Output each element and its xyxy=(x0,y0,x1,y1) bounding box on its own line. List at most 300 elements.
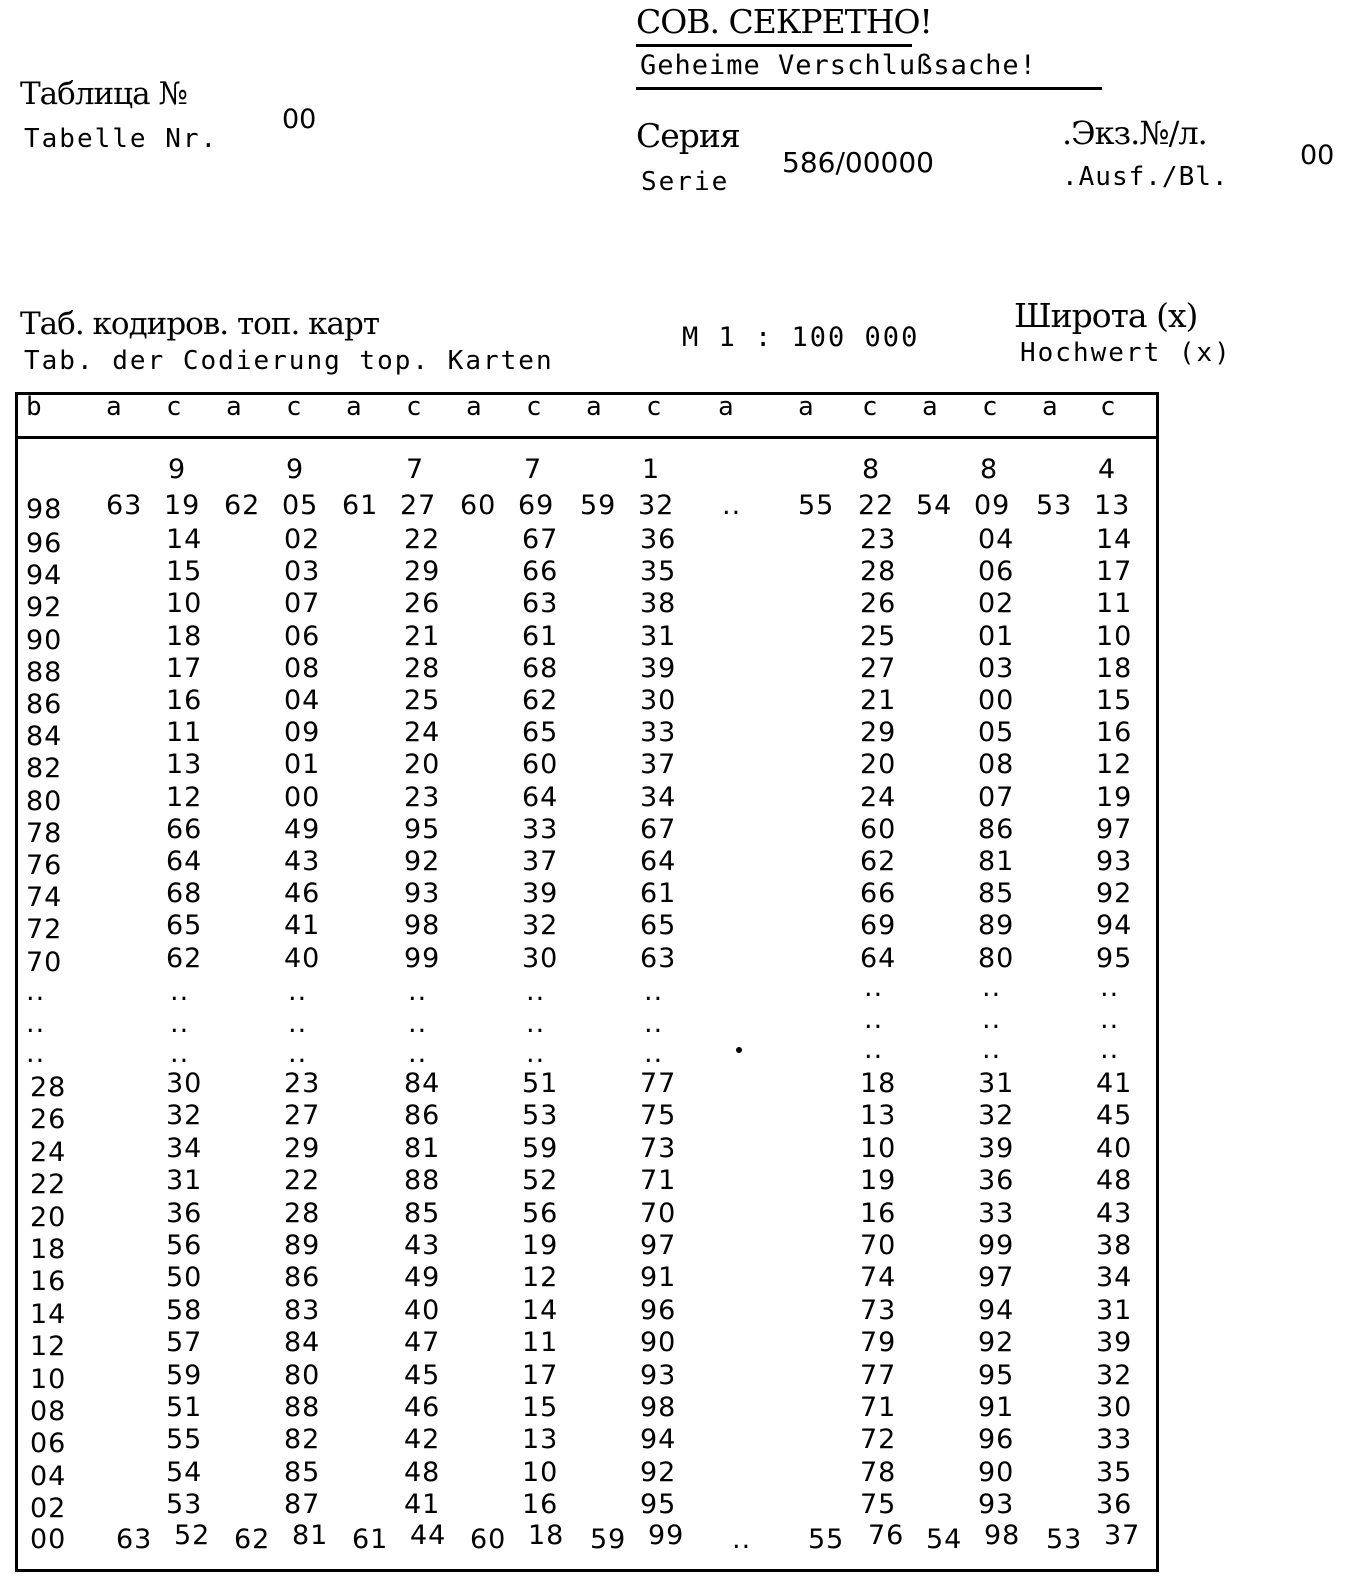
c-value: 65 xyxy=(640,910,677,941)
c-value: 78 xyxy=(860,1457,897,1488)
c-value: 91 xyxy=(640,1262,677,1293)
column-header-c: c xyxy=(406,392,422,422)
c-value: 43 xyxy=(284,846,321,877)
c-value: 97 xyxy=(640,1230,677,1261)
column-header-c: c xyxy=(646,392,662,422)
c-value: 85 xyxy=(404,1198,441,1229)
ellipsis: .. xyxy=(864,1034,884,1065)
table-title-de: Tab. der Codierung top. Karten xyxy=(24,346,554,376)
c-value: 58 xyxy=(166,1295,203,1326)
ellipsis: .. xyxy=(26,976,46,1007)
a-value: 63 xyxy=(116,1524,153,1555)
c-value: 79 xyxy=(860,1327,897,1358)
c-value: 57 xyxy=(166,1327,203,1358)
c-value: 30 xyxy=(166,1068,203,1099)
row-b-value: 28 xyxy=(30,1072,67,1103)
column-header-b: b xyxy=(26,392,42,422)
c-value: 37 xyxy=(640,749,677,780)
c-value: 21 xyxy=(860,685,897,716)
column-header-a: a xyxy=(466,392,482,422)
c-value: 69 xyxy=(518,490,555,521)
c-value: 32 xyxy=(522,910,559,941)
c-value: 86 xyxy=(404,1100,441,1131)
row-b-value: 80 xyxy=(26,786,63,817)
a-value: 53 xyxy=(1046,1524,1083,1555)
row-b-value: 78 xyxy=(26,818,63,849)
c-value: 34 xyxy=(640,782,677,813)
c-value: 24 xyxy=(404,717,441,748)
c-value: 69 xyxy=(860,910,897,941)
c-value: 46 xyxy=(404,1392,441,1423)
column-group-digit: 7 xyxy=(406,454,424,485)
ellipsis: .. xyxy=(170,1038,190,1069)
c-value: 08 xyxy=(978,749,1015,780)
classification-de: Geheime Verschlußsache! xyxy=(640,50,1037,81)
c-value: 18 xyxy=(860,1068,897,1099)
c-value: 32 xyxy=(1096,1360,1133,1391)
c-value: 07 xyxy=(284,588,321,619)
row-b-value: 06 xyxy=(30,1428,67,1459)
c-value: 29 xyxy=(284,1133,321,1164)
row-b-value: 10 xyxy=(30,1364,67,1395)
c-value: 95 xyxy=(1096,943,1133,974)
c-value: 51 xyxy=(522,1068,559,1099)
a-value: .. xyxy=(722,490,742,521)
c-value: 92 xyxy=(640,1457,677,1488)
row-b-value: 16 xyxy=(30,1266,67,1297)
c-value: 35 xyxy=(1096,1457,1133,1488)
column-group-digit: 8 xyxy=(862,454,880,485)
c-value: 27 xyxy=(400,490,437,521)
c-value: 60 xyxy=(522,749,559,780)
c-value: 02 xyxy=(978,588,1015,619)
column-header-a: a xyxy=(106,392,122,422)
c-value: 19 xyxy=(860,1165,897,1196)
c-value: 96 xyxy=(640,1295,677,1326)
a-value: 60 xyxy=(460,490,497,521)
c-value: 21 xyxy=(404,621,441,652)
c-value: 04 xyxy=(978,524,1015,555)
c-value: 13 xyxy=(166,749,203,780)
c-value: 95 xyxy=(978,1360,1015,1391)
c-value: 15 xyxy=(166,556,203,587)
a-value: 61 xyxy=(342,490,379,521)
c-value: 29 xyxy=(404,556,441,587)
c-value: 67 xyxy=(640,814,677,845)
c-value: 31 xyxy=(978,1068,1015,1099)
c-value: 65 xyxy=(166,910,203,941)
c-value: 72 xyxy=(860,1424,897,1455)
c-value: 12 xyxy=(1096,749,1133,780)
c-value: 19 xyxy=(1096,782,1133,813)
c-value: 15 xyxy=(522,1392,559,1423)
c-value: 65 xyxy=(522,717,559,748)
ellipsis: .. xyxy=(288,1008,308,1039)
c-value: 80 xyxy=(284,1360,321,1391)
classification-ru: СОВ. СЕКРЕТНО! xyxy=(636,2,932,41)
c-value: 89 xyxy=(978,910,1015,941)
row-b-value: 00 xyxy=(30,1524,67,1555)
c-value: 98 xyxy=(984,1520,1021,1551)
c-value: 19 xyxy=(522,1230,559,1261)
c-value: 92 xyxy=(978,1327,1015,1358)
c-value: 38 xyxy=(1096,1230,1133,1261)
a-value: 62 xyxy=(224,490,261,521)
c-value: 38 xyxy=(640,588,677,619)
c-value: 18 xyxy=(1096,653,1133,684)
c-value: 17 xyxy=(522,1360,559,1391)
c-value: 49 xyxy=(404,1262,441,1293)
a-value: 55 xyxy=(808,1524,845,1555)
a-value: 60 xyxy=(470,1524,507,1555)
c-value: 37 xyxy=(522,846,559,877)
column-header-a: a xyxy=(718,392,734,422)
c-value: 25 xyxy=(860,621,897,652)
ellipsis: .. xyxy=(864,1004,884,1035)
c-value: 81 xyxy=(292,1520,329,1551)
c-value: 46 xyxy=(284,878,321,909)
c-value: 00 xyxy=(284,782,321,813)
c-value: 87 xyxy=(284,1489,321,1520)
c-value: 16 xyxy=(1096,717,1133,748)
c-value: 36 xyxy=(166,1198,203,1229)
c-value: 88 xyxy=(404,1165,441,1196)
map-scale: M 1 : 100 000 xyxy=(682,322,920,353)
row-b-value: 14 xyxy=(30,1299,67,1330)
row-b-value: 72 xyxy=(26,914,63,945)
c-value: 55 xyxy=(166,1424,203,1455)
c-value: 89 xyxy=(284,1230,321,1261)
table-number-label-ru: Таблица № xyxy=(20,76,187,112)
c-value: 54 xyxy=(166,1457,203,1488)
ellipsis: .. xyxy=(644,1008,664,1039)
c-value: 01 xyxy=(284,749,321,780)
c-value: 66 xyxy=(166,814,203,845)
c-value: 40 xyxy=(404,1295,441,1326)
c-value: 00 xyxy=(978,685,1015,716)
c-value: 33 xyxy=(1096,1424,1133,1455)
ellipsis: .. xyxy=(26,1008,46,1039)
c-value: 18 xyxy=(528,1520,565,1551)
c-value: 86 xyxy=(284,1262,321,1293)
series-label-ru: Серия xyxy=(636,116,740,155)
header-separator xyxy=(15,436,1159,439)
c-value: 67 xyxy=(522,524,559,555)
c-value: 53 xyxy=(166,1489,203,1520)
c-value: 84 xyxy=(404,1068,441,1099)
c-value: 99 xyxy=(404,943,441,974)
c-value: 68 xyxy=(166,878,203,909)
c-value: 26 xyxy=(860,588,897,619)
c-value: 84 xyxy=(284,1327,321,1358)
row-b-value: 22 xyxy=(30,1169,67,1200)
c-value: 34 xyxy=(166,1133,203,1164)
column-header-a: a xyxy=(922,392,938,422)
row-b-value: 76 xyxy=(26,850,63,881)
c-value: 18 xyxy=(166,621,203,652)
ellipsis: .. xyxy=(170,1008,190,1039)
c-value: 99 xyxy=(978,1230,1015,1261)
c-value: 16 xyxy=(522,1489,559,1520)
c-value: 05 xyxy=(282,490,319,521)
c-value: 14 xyxy=(1096,524,1133,555)
c-value: 29 xyxy=(860,717,897,748)
c-value: 64 xyxy=(166,846,203,877)
c-value: 52 xyxy=(522,1165,559,1196)
c-value: 94 xyxy=(640,1424,677,1455)
c-value: 90 xyxy=(640,1327,677,1358)
c-value: 16 xyxy=(860,1198,897,1229)
c-value: 23 xyxy=(404,782,441,813)
c-value: 16 xyxy=(166,685,203,716)
row-b-value: 20 xyxy=(30,1202,67,1233)
column-group-digit: 1 xyxy=(642,454,660,485)
ellipsis: .. xyxy=(864,972,884,1003)
c-value: 12 xyxy=(166,782,203,813)
ellipsis: .. xyxy=(982,1004,1002,1035)
c-value: 31 xyxy=(166,1165,203,1196)
c-value: 07 xyxy=(978,782,1015,813)
ellipsis: .. xyxy=(644,976,664,1007)
c-value: 15 xyxy=(1096,685,1133,716)
column-header-a: a xyxy=(586,392,602,422)
c-value: 19 xyxy=(164,490,201,521)
ellipsis: .. xyxy=(526,976,546,1007)
c-value: 41 xyxy=(404,1489,441,1520)
c-value: 70 xyxy=(640,1198,677,1229)
c-value: 41 xyxy=(1096,1068,1133,1099)
c-value: 09 xyxy=(974,490,1011,521)
c-value: 27 xyxy=(860,653,897,684)
c-value: 10 xyxy=(1096,621,1133,652)
c-value: 13 xyxy=(860,1100,897,1131)
c-value: 94 xyxy=(1096,910,1133,941)
c-value: 56 xyxy=(522,1198,559,1229)
c-value: 17 xyxy=(1096,556,1133,587)
c-value: 09 xyxy=(284,717,321,748)
c-value: 14 xyxy=(166,524,203,555)
classification-de-underline xyxy=(636,87,1102,90)
a-value: 54 xyxy=(916,490,953,521)
c-value: 62 xyxy=(860,846,897,877)
copy-sheet-label-de: .Ausf./Bl. xyxy=(1062,162,1229,192)
a-value: 53 xyxy=(1036,490,1073,521)
column-header-a: a xyxy=(798,392,814,422)
c-value: 51 xyxy=(166,1392,203,1423)
c-value: 32 xyxy=(638,490,675,521)
column-group-digit: 9 xyxy=(168,454,186,485)
a-value: 59 xyxy=(590,1524,627,1555)
c-value: 99 xyxy=(648,1520,685,1551)
series-value: 586/00000 xyxy=(782,146,934,179)
c-value: 34 xyxy=(1096,1262,1133,1293)
c-value: 45 xyxy=(404,1360,441,1391)
table-title-ru: Таб. кодиров. топ. карт xyxy=(20,306,380,342)
c-value: 39 xyxy=(640,653,677,684)
c-value: 91 xyxy=(978,1392,1015,1423)
c-value: 95 xyxy=(640,1489,677,1520)
c-value: 47 xyxy=(404,1327,441,1358)
c-value: 90 xyxy=(978,1457,1015,1488)
stray-dot xyxy=(736,1047,742,1053)
c-value: 40 xyxy=(284,943,321,974)
c-value: 77 xyxy=(860,1360,897,1391)
c-value: 23 xyxy=(284,1068,321,1099)
c-value: 61 xyxy=(522,621,559,652)
c-value: 24 xyxy=(860,782,897,813)
row-b-value: 98 xyxy=(26,494,63,525)
row-b-value: 84 xyxy=(26,721,63,752)
c-value: 68 xyxy=(522,653,559,684)
row-b-value: 02 xyxy=(30,1493,67,1524)
c-value: 03 xyxy=(284,556,321,587)
latitude-label-de: Hochwert (x) xyxy=(1020,338,1232,368)
c-value: 06 xyxy=(978,556,1015,587)
c-value: 96 xyxy=(978,1424,1015,1455)
c-value: 30 xyxy=(1096,1392,1133,1423)
row-b-value: 74 xyxy=(26,882,63,913)
c-value: 28 xyxy=(404,653,441,684)
c-value: 31 xyxy=(640,621,677,652)
row-b-value: 08 xyxy=(30,1396,67,1427)
c-value: 14 xyxy=(522,1295,559,1326)
c-value: 97 xyxy=(978,1262,1015,1293)
c-value: 35 xyxy=(640,556,677,587)
c-value: 61 xyxy=(640,878,677,909)
row-b-value: 82 xyxy=(26,753,63,784)
c-value: 56 xyxy=(166,1230,203,1261)
c-value: 31 xyxy=(1096,1295,1133,1326)
c-value: 93 xyxy=(1096,846,1133,877)
ellipsis: .. xyxy=(408,1038,428,1069)
c-value: 27 xyxy=(284,1100,321,1131)
table-number-value: 00 xyxy=(282,104,317,135)
c-value: 36 xyxy=(1096,1489,1133,1520)
c-value: 04 xyxy=(284,685,321,716)
column-header-c: c xyxy=(286,392,302,422)
c-value: 97 xyxy=(1096,814,1133,845)
c-value: 92 xyxy=(1096,878,1133,909)
c-value: 33 xyxy=(522,814,559,845)
c-value: 39 xyxy=(522,878,559,909)
column-header-c: c xyxy=(526,392,542,422)
c-value: 37 xyxy=(1104,1520,1141,1551)
c-value: 03 xyxy=(978,653,1015,684)
c-value: 73 xyxy=(860,1295,897,1326)
c-value: 85 xyxy=(284,1457,321,1488)
c-value: 60 xyxy=(860,814,897,845)
row-b-value: 86 xyxy=(26,689,63,720)
c-value: 80 xyxy=(978,943,1015,974)
c-value: 32 xyxy=(166,1100,203,1131)
c-value: 43 xyxy=(1096,1198,1133,1229)
c-value: 49 xyxy=(284,814,321,845)
c-value: 81 xyxy=(404,1133,441,1164)
c-value: 23 xyxy=(860,524,897,555)
c-value: 77 xyxy=(640,1068,677,1099)
c-value: 44 xyxy=(410,1520,447,1551)
classification-ru-underline xyxy=(636,44,912,47)
c-value: 66 xyxy=(522,556,559,587)
c-value: 86 xyxy=(978,814,1015,845)
row-b-value: 96 xyxy=(26,528,63,559)
c-value: 95 xyxy=(404,814,441,845)
c-value: 11 xyxy=(1096,588,1133,619)
ellipsis: .. xyxy=(408,1008,428,1039)
ellipsis: .. xyxy=(982,1034,1002,1065)
column-header-a: a xyxy=(226,392,242,422)
c-value: 26 xyxy=(404,588,441,619)
c-value: 17 xyxy=(166,653,203,684)
c-value: 71 xyxy=(640,1165,677,1196)
ellipsis: .. xyxy=(982,972,1002,1003)
c-value: 43 xyxy=(404,1230,441,1261)
row-b-value: 88 xyxy=(26,657,63,688)
a-value: 62 xyxy=(234,1524,271,1555)
c-value: 93 xyxy=(978,1489,1015,1520)
c-value: 10 xyxy=(166,588,203,619)
column-header-c: c xyxy=(1100,392,1116,422)
c-value: 48 xyxy=(1096,1165,1133,1196)
c-value: 63 xyxy=(640,943,677,974)
c-value: 64 xyxy=(860,943,897,974)
ellipsis: .. xyxy=(1100,972,1120,1003)
c-value: 20 xyxy=(404,749,441,780)
c-value: 36 xyxy=(978,1165,1015,1196)
c-value: 94 xyxy=(978,1295,1015,1326)
c-value: 41 xyxy=(284,910,321,941)
c-value: 82 xyxy=(284,1424,321,1455)
row-b-value: 26 xyxy=(30,1104,67,1135)
column-header-c: c xyxy=(862,392,878,422)
c-value: 33 xyxy=(640,717,677,748)
copy-sheet-value: 00 xyxy=(1300,140,1335,171)
ellipsis: .. xyxy=(408,976,428,1007)
c-value: 74 xyxy=(860,1262,897,1293)
column-group-digit: 8 xyxy=(980,454,998,485)
a-value: 63 xyxy=(106,490,143,521)
a-value: .. xyxy=(732,1524,752,1555)
row-b-value: 92 xyxy=(26,592,63,623)
ellipsis: .. xyxy=(26,1038,46,1069)
c-value: 20 xyxy=(860,749,897,780)
c-value: 70 xyxy=(860,1230,897,1261)
c-value: 12 xyxy=(522,1262,559,1293)
c-value: 39 xyxy=(978,1133,1015,1164)
a-value: 54 xyxy=(926,1524,963,1555)
c-value: 48 xyxy=(404,1457,441,1488)
row-b-value: 24 xyxy=(30,1137,67,1168)
c-value: 32 xyxy=(978,1100,1015,1131)
c-value: 62 xyxy=(166,943,203,974)
a-value: 59 xyxy=(580,490,617,521)
c-value: 73 xyxy=(640,1133,677,1164)
c-value: 62 xyxy=(522,685,559,716)
row-b-value: 18 xyxy=(30,1234,67,1265)
c-value: 06 xyxy=(284,621,321,652)
c-value: 13 xyxy=(1094,490,1131,521)
ellipsis: .. xyxy=(1100,1004,1120,1035)
c-value: 53 xyxy=(522,1100,559,1131)
c-value: 85 xyxy=(978,878,1015,909)
c-value: 75 xyxy=(860,1489,897,1520)
a-value: 61 xyxy=(352,1524,389,1555)
ellipsis: .. xyxy=(526,1038,546,1069)
c-value: 28 xyxy=(284,1198,321,1229)
c-value: 76 xyxy=(868,1520,905,1551)
c-value: 02 xyxy=(284,524,321,555)
column-group-digit: 4 xyxy=(1098,454,1116,485)
